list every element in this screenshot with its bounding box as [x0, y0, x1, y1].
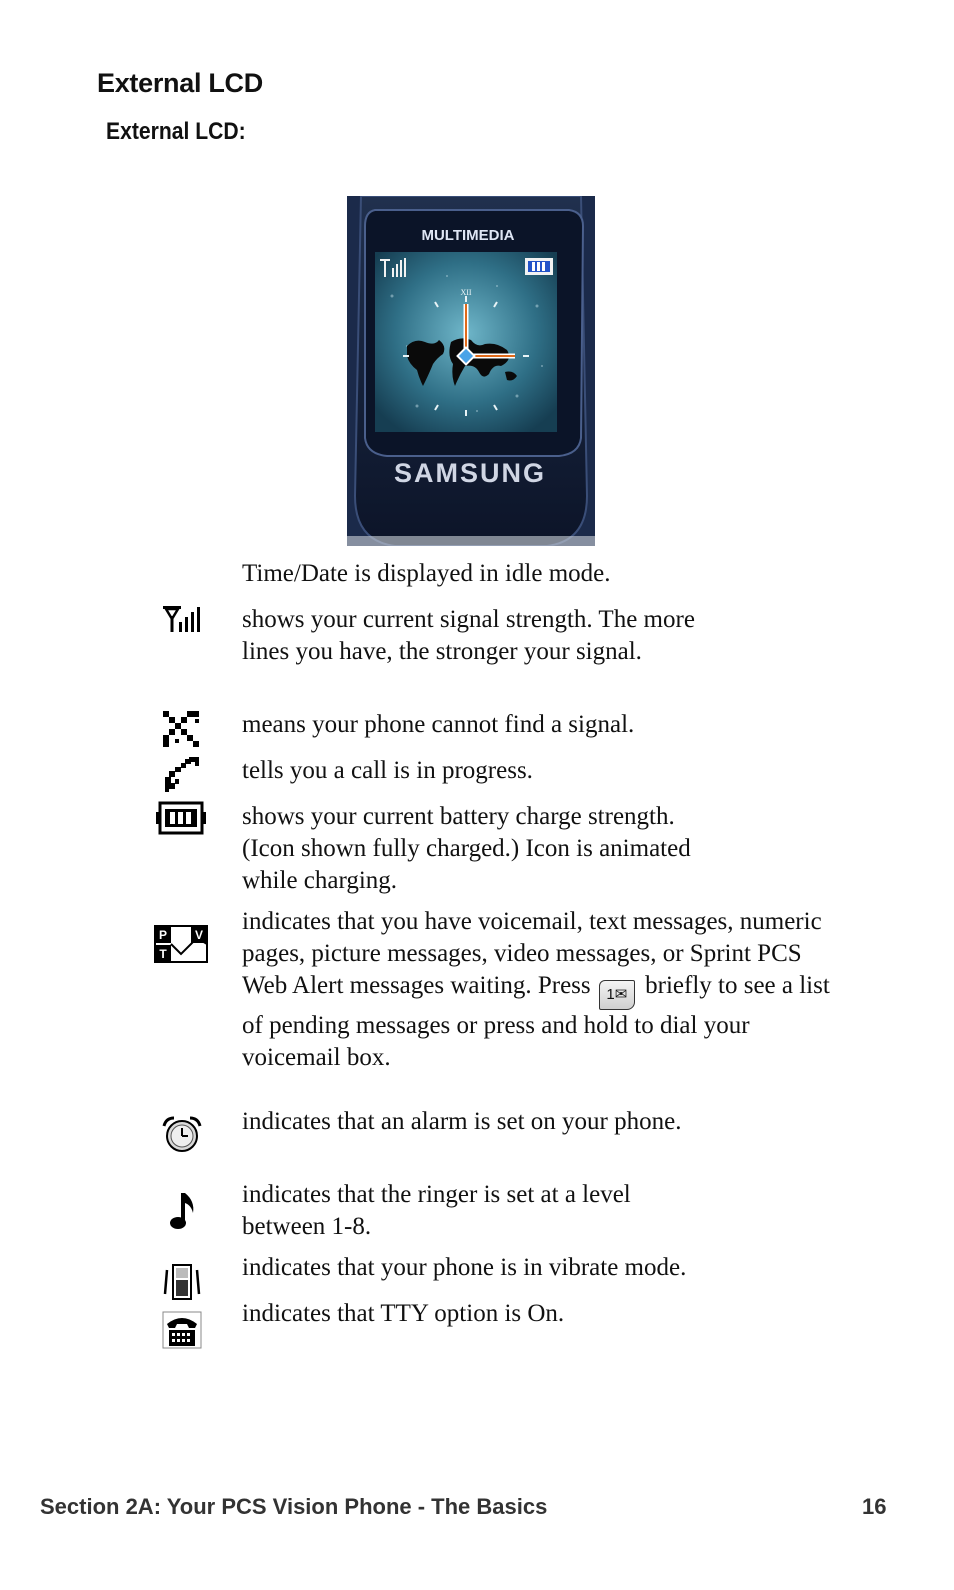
- clock-numeral: XII: [460, 288, 472, 297]
- page-heading: External LCD: [97, 68, 263, 98]
- item-text: indicates that TTY option is On.: [242, 1300, 565, 1327]
- item-text: means your phone cannot find a signal.: [242, 711, 635, 738]
- item-text: shows your current signal strength. The more lines you have, the stronger your signal.: [242, 606, 695, 665]
- multimedia-label: MULTIMEDIA: [421, 227, 515, 244]
- samsung-logo: SAMSUNG: [393, 458, 547, 488]
- item-text-part: indicates that you have voicemail, text messages, numeric pages, picture messages, video messages, or Sprint PCS Web Alert messages waiting. Press: [242, 908, 822, 999]
- item-text: indicates that your phone is in vibrate mode.: [242, 1254, 687, 1281]
- call-in-progress-icon: [152, 755, 212, 799]
- item-text-part: briefly to see a list of pending messages or press and hold to dial your voicemail box.: [242, 972, 830, 1071]
- message-icon-letter-v: V: [194, 928, 204, 942]
- phone-external-lcd-image: [347, 196, 595, 546]
- item-text: indicates that an alarm is set on your phone.: [242, 1108, 682, 1135]
- signal-strength-icon: [152, 604, 212, 648]
- message-icon-letter-t: T: [159, 947, 167, 961]
- vibrate-icon: [152, 1262, 212, 1306]
- item-text: Time/Date is displayed in idle mode.: [242, 560, 611, 587]
- item-text: shows your current battery charge strength. (Icon shown fully charged.) Icon is animated while charging.: [242, 803, 691, 894]
- page-number: 16: [862, 1494, 887, 1519]
- item-text: [242, 906, 842, 1074]
- item-text: tells you a call is in progress.: [242, 757, 533, 784]
- item-text: indicates that the ringer is set at a level between 1-8.: [242, 1181, 631, 1240]
- no-signal-icon: [152, 709, 212, 753]
- screen-battery-icon: [525, 258, 553, 275]
- tty-icon: [152, 1310, 212, 1354]
- section-subheading: External LCD:: [106, 118, 246, 145]
- messages-icon: [150, 924, 212, 968]
- footer-section-title: Section 2A: Your PCS Vision Phone - The Basics: [40, 1494, 548, 1519]
- alarm-clock-icon: [152, 1116, 212, 1160]
- message-icon-letter-p: P: [158, 928, 168, 942]
- battery-icon: [150, 801, 212, 845]
- ringer-note-icon: [152, 1191, 212, 1235]
- key-1-voicemail-icon: 1✉: [599, 980, 635, 1010]
